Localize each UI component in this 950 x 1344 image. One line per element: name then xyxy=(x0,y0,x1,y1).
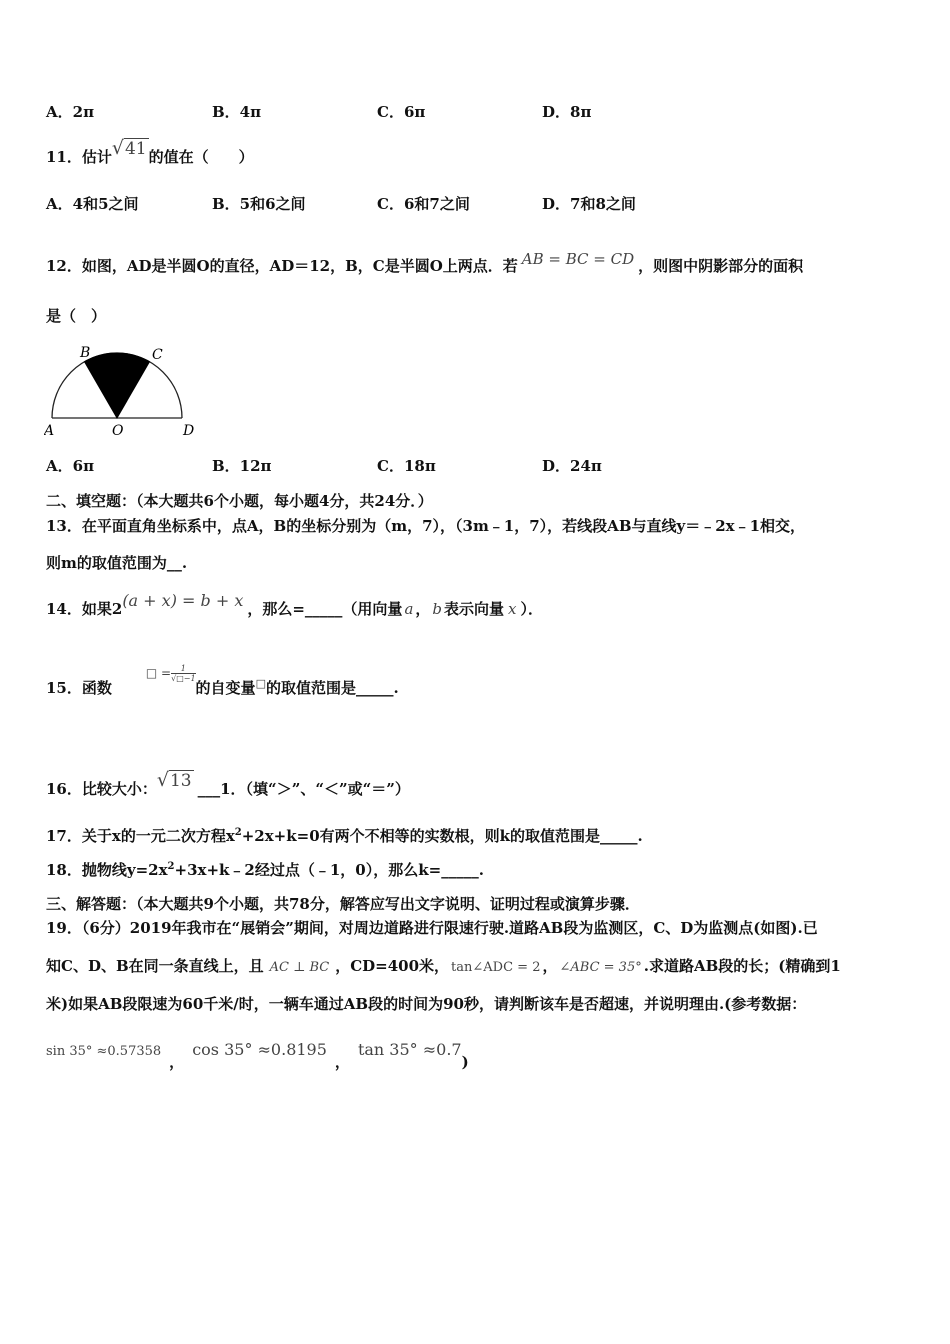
q19-ref-cos: cos 35° ≈0.8195 xyxy=(192,1040,327,1059)
q16-stem xyxy=(46,769,410,799)
q19-line2-prefix: 知C、D、B在同一条直线上，且 xyxy=(46,957,264,975)
q15-text: 的自变量 xyxy=(195,679,256,697)
q19-line2-suffix: .求道路AB段的长；(精确到1 xyxy=(643,957,841,975)
q11-option-a: A．4和5之间 xyxy=(46,195,139,213)
q19-perp-expression: AC ⊥ BC xyxy=(269,960,330,975)
q15-suffix: 的取值范围是_____. xyxy=(265,679,399,697)
q14-prefix: 14．如果2 xyxy=(46,600,123,618)
q12-option-a: A．6π xyxy=(46,457,95,475)
q17-stem xyxy=(46,826,643,846)
label-d: D xyxy=(183,423,195,439)
q12-prefix: 12．如图，AD是半圆O的直径，AD＝12，B，C是半圆O上两点．若 xyxy=(46,257,518,275)
q14-stem xyxy=(46,591,544,619)
q11-suffix: 的值在（ ） xyxy=(148,148,254,166)
q19-angle-expression: ∠ABC = 35° xyxy=(559,960,642,975)
label-o: O xyxy=(112,423,124,439)
q17-suffix: +2x+k=0有两个不相等的实数根，则k的取值范围是_____. xyxy=(241,827,643,845)
q16-suffix: ___1．（填“＞”、“＜”或“＝”） xyxy=(197,780,410,798)
q19-sep: ， xyxy=(542,957,558,975)
q10-option-c: C．6π xyxy=(377,103,426,121)
q11-radicand: 41 xyxy=(124,139,147,159)
q15-fraction-num: 1 xyxy=(171,664,195,674)
q19-line3: 米)如果AB段限速为60千米/时，一辆车通过AB段的时间为90秒，请判断该车是否超速，并说明理由.(参考数据： xyxy=(46,995,807,1013)
q19-tan-expression: tan∠ADC = 2 xyxy=(451,960,541,975)
q18-superscript: 2 xyxy=(167,861,175,872)
q14-end: ）． xyxy=(520,600,544,618)
q14-mid2: 表示向量 xyxy=(444,600,505,618)
semicircle-diagram xyxy=(44,340,214,440)
q19-comma-2: ， xyxy=(334,1053,350,1071)
q11-option-c: C．6和7之间 xyxy=(377,195,470,213)
q16-radicand: 13 xyxy=(169,771,192,791)
label-b: B xyxy=(80,345,91,361)
q14-mid: ，那么=_____（用向量 xyxy=(247,600,403,618)
q19-close-paren: ) xyxy=(461,1053,469,1071)
q11-sqrt: √41 xyxy=(111,137,147,159)
q19-ref-sin: sin 35° ≈0.57358 xyxy=(46,1044,162,1059)
q14-expression: (a + x) = b + x xyxy=(122,591,244,610)
q12-option-d: D．24π xyxy=(542,457,602,475)
q16-prefix: 16．比较大小： xyxy=(46,780,157,798)
q11-option-b: B．5和6之间 xyxy=(212,195,306,213)
q15-fraction xyxy=(171,664,195,683)
q12-option-b: B．12π xyxy=(212,457,272,475)
q12-arc-expression: AB = BC = CD xyxy=(521,250,635,268)
q15-formula xyxy=(146,662,196,683)
q11-stem xyxy=(46,137,254,167)
q10-option-a: A．2π xyxy=(46,103,95,121)
q17-superscript: 2 xyxy=(234,827,242,838)
q18-suffix: +3x+k﹣2经过点（﹣1，0），那么k=_____. xyxy=(174,861,484,879)
q14-vector-a: a xyxy=(404,600,414,618)
q12-stem-line1 xyxy=(46,250,804,276)
q15-fraction-den: √□−1 xyxy=(171,673,196,683)
q18-stem xyxy=(46,860,484,880)
q19-reference-data xyxy=(46,1040,469,1071)
q14-vector-x: x xyxy=(508,600,517,618)
q11-option-d: D．7和8之间 xyxy=(542,195,636,213)
q15-formula-lhs: □ = xyxy=(145,666,172,680)
q19-ref-tan: tan 35° ≈0.7 xyxy=(357,1040,462,1059)
q11-prefix: 11．估计 xyxy=(46,148,112,166)
q14-vector-b: b xyxy=(432,600,443,618)
q12-suffix: ，则图中阴影部分的面积 xyxy=(638,257,804,275)
q14-sep: ， xyxy=(415,600,431,618)
section-3-heading: 三、解答题：（本大题共9个小题，共78分，解答应写出文字说明、证明过程或演算步骤． xyxy=(46,895,640,913)
q19-line2-mid: ，CD=400米， xyxy=(335,957,450,975)
q12-option-c: C．18π xyxy=(377,457,436,475)
q16-sqrt: √13 xyxy=(156,769,192,791)
q15-variable: □ xyxy=(255,677,266,690)
shaded-sector xyxy=(85,353,150,418)
q18-prefix: 18．抛物线y=2x xyxy=(46,861,168,879)
label-c: C xyxy=(152,347,163,363)
q10-option-b: B．4π xyxy=(212,103,262,121)
q10-option-d: D．8π xyxy=(542,103,592,121)
q19-comma-1: ， xyxy=(169,1053,185,1071)
label-a: A xyxy=(44,423,55,439)
section-2-heading: 二、填空题：（本大题共6个小题，每小题4分，共24分．） xyxy=(46,492,433,510)
q12-figure xyxy=(44,340,214,444)
q15-stem xyxy=(46,663,399,700)
q17-prefix: 17．关于x的一元二次方程x xyxy=(46,827,235,845)
q19-line2 xyxy=(46,956,841,978)
q15-prefix: 15．函数 xyxy=(46,679,112,697)
q13-line1: 13．在平面直角坐标系中，点A，B的坐标分别为（m，7），（3m﹣1，7），若线段AB与直线y＝﹣2x﹣1相交， xyxy=(46,517,806,535)
q12-stem-line2: 是（ ） xyxy=(46,307,107,325)
q13-line2: 则m的取值范围为__. xyxy=(46,554,188,572)
q19-line1: 19．（6分）2019年我市在“展销会”期间，对周边道路进行限速行驶.道路AB段为监测区，C、D为监测点(如图).已 xyxy=(46,919,818,937)
